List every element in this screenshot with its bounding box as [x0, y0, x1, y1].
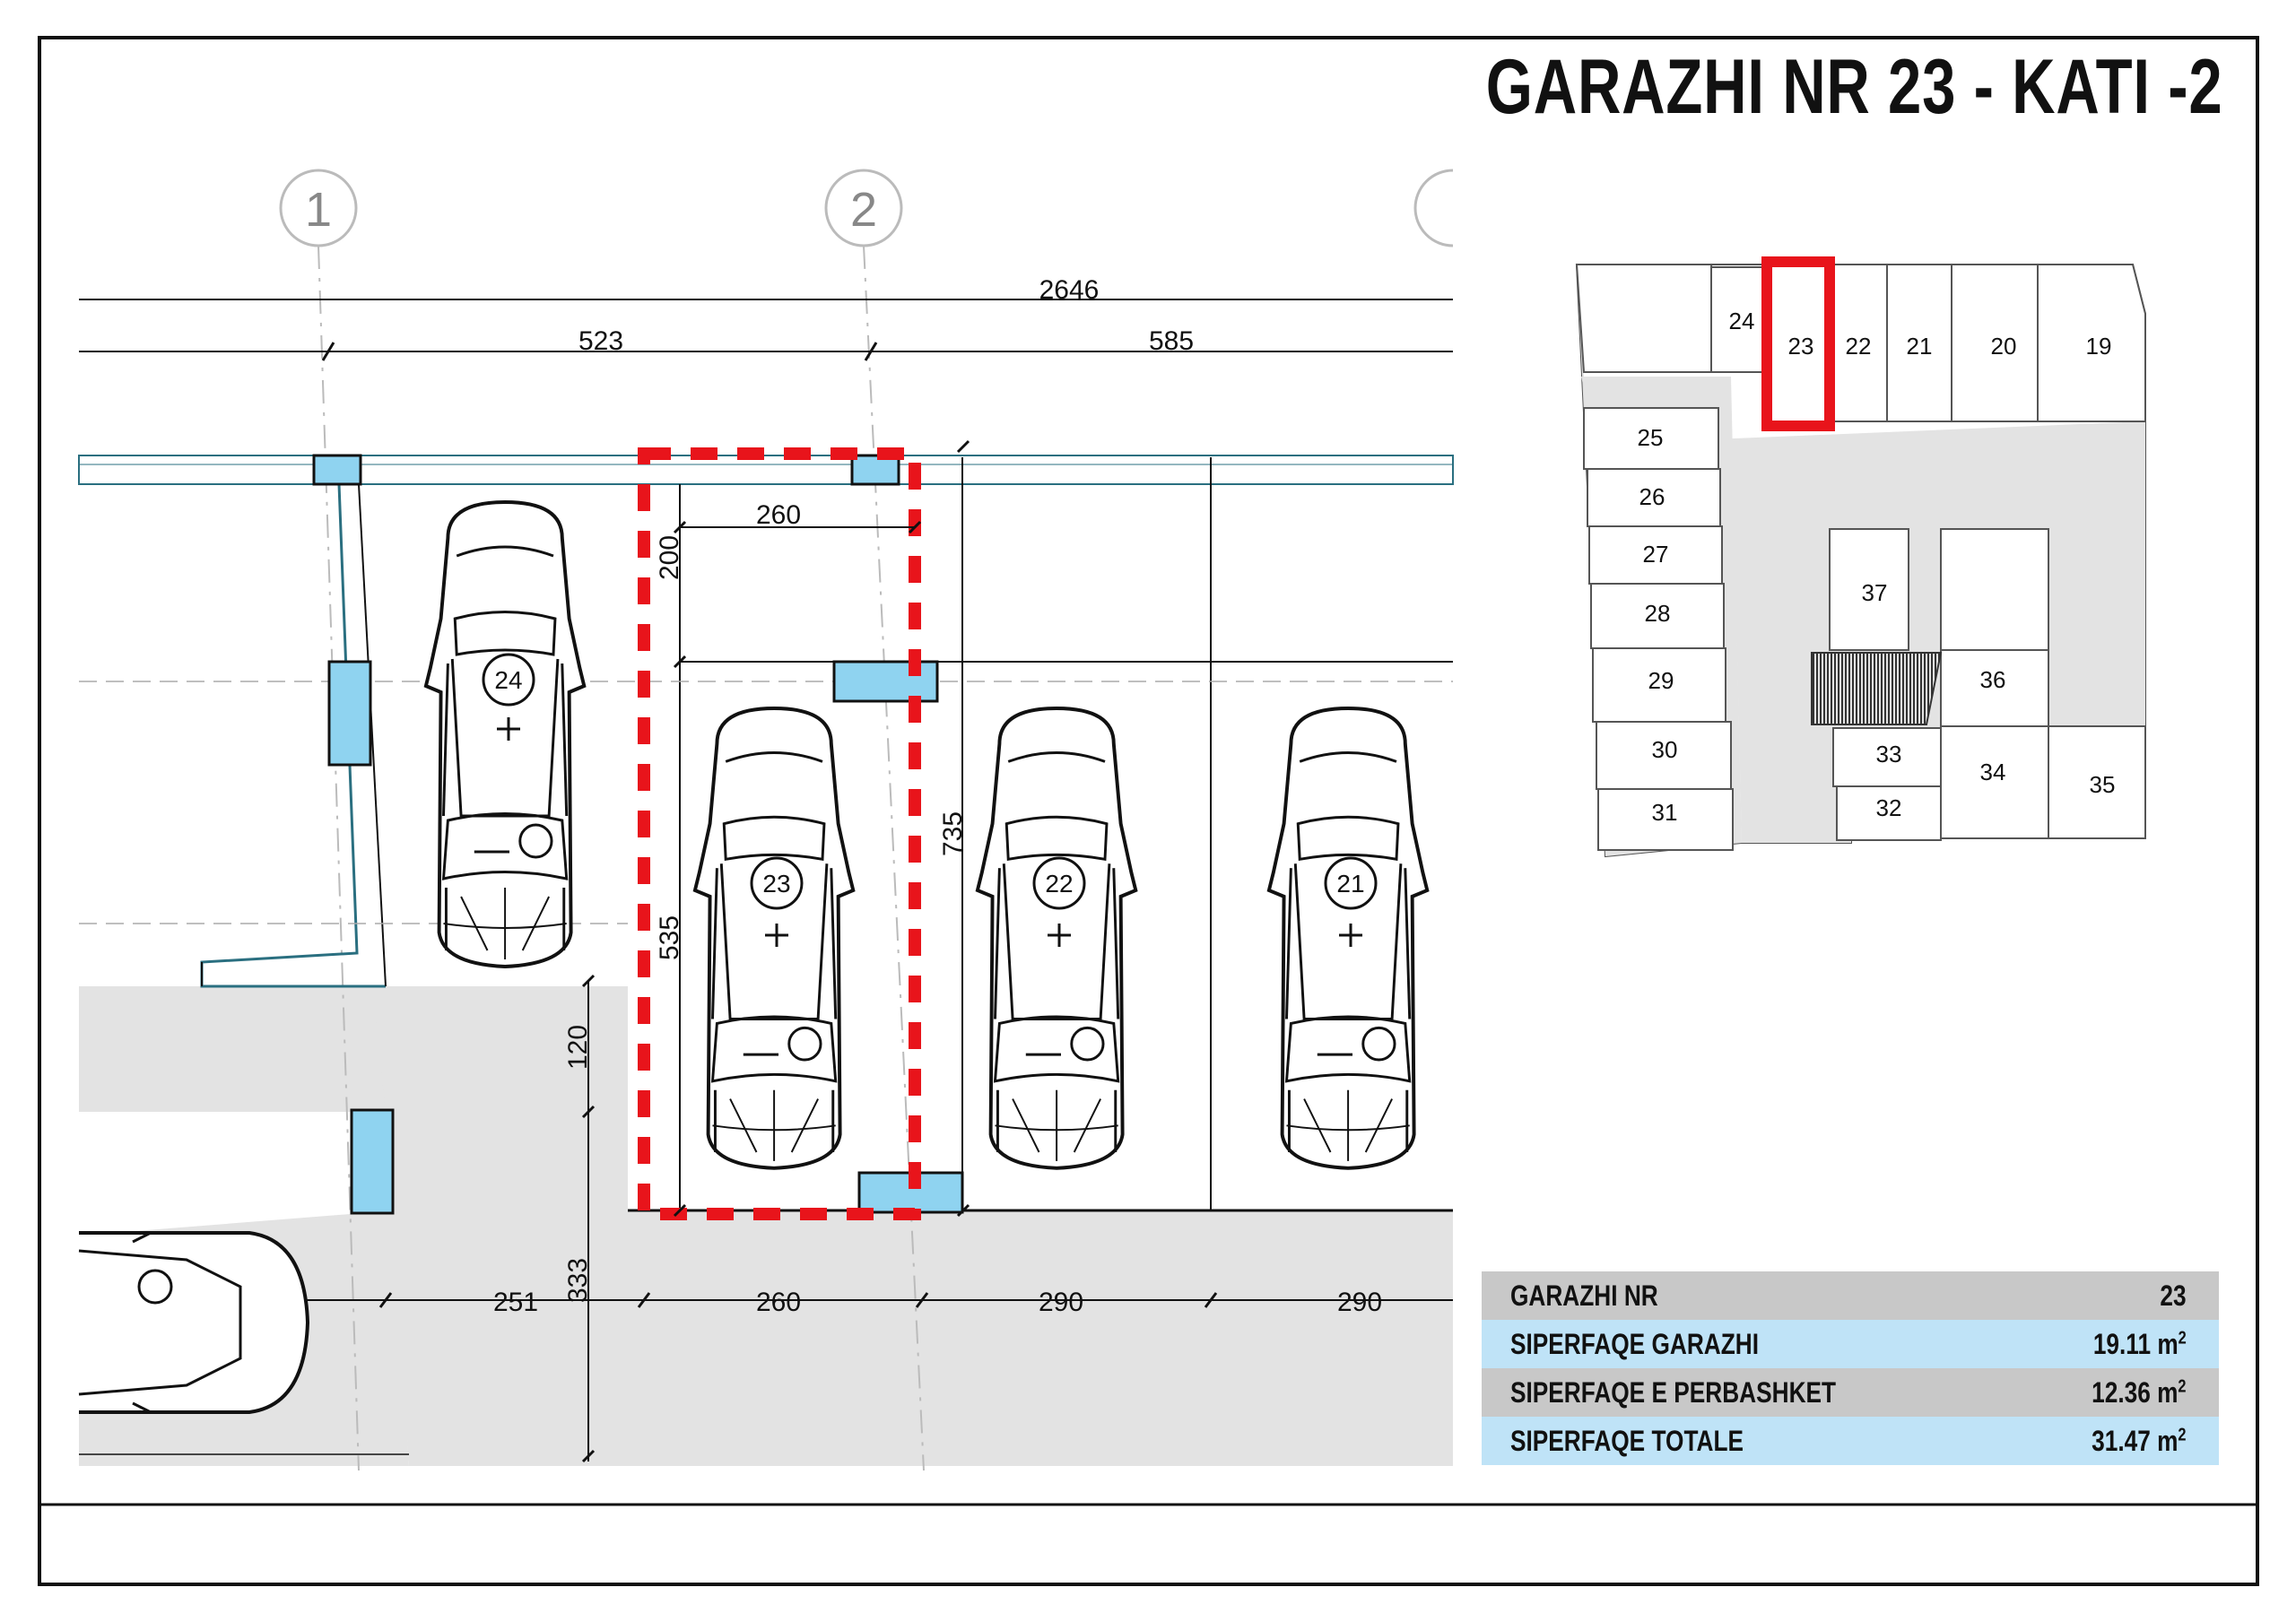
- info-label: SIPERFAQE E PERBASHKET: [1510, 1375, 1837, 1409]
- dim-aisle-120: 120: [563, 1024, 593, 1071]
- car-label-22: 22: [1045, 870, 1074, 898]
- car-label-21: 21: [1336, 870, 1365, 898]
- info-row-garage-nr: [1482, 1271, 2219, 1320]
- car-partial: [79, 1233, 308, 1412]
- dim-depth-slot: 535: [655, 915, 684, 961]
- grid-axis-1-label: 1: [304, 183, 333, 237]
- key-29: 29: [1648, 667, 1674, 694]
- dim-depth-upper: 200: [655, 534, 684, 581]
- key-23: 23: [1787, 333, 1814, 360]
- dim-depth-full: 735: [938, 811, 968, 857]
- dim-span-1: 523: [578, 326, 624, 356]
- key-34: 34: [1979, 759, 2006, 785]
- dim-aisle-333: 333: [563, 1257, 593, 1304]
- dim-bottom-4: 290: [1336, 1288, 1383, 1317]
- key-26: 26: [1639, 483, 1665, 510]
- key-22: 22: [1845, 333, 1872, 360]
- key-27: 27: [1642, 541, 1669, 568]
- car-22: [978, 708, 1135, 1168]
- key-31: 31: [1651, 799, 1678, 826]
- key-21: 21: [1906, 333, 1933, 360]
- car-label-24: 24: [494, 666, 523, 694]
- dim-bottom-2: 260: [755, 1288, 802, 1317]
- key-20: 20: [1990, 333, 2017, 360]
- dim-bottom-1: 251: [492, 1288, 539, 1317]
- info-row-garage-area: [1482, 1320, 2219, 1368]
- key-36: 36: [1979, 666, 2006, 693]
- key-25: 25: [1637, 424, 1664, 451]
- dim-span-2: 585: [1148, 326, 1195, 356]
- car-21: [1269, 708, 1427, 1168]
- info-label: SIPERFAQE TOTALE: [1510, 1424, 1744, 1457]
- info-row-common-area: [1482, 1368, 2219, 1417]
- car-label-23: 23: [762, 870, 791, 898]
- aisle-floor-left: [79, 986, 393, 1112]
- info-label: GARAZHI NR: [1510, 1279, 1658, 1312]
- car-23: [695, 708, 853, 1168]
- info-label: SIPERFAQE GARAZHI: [1510, 1327, 1760, 1360]
- grid-axis-2-label: 2: [849, 183, 878, 237]
- dim-bottom-3: 290: [1038, 1288, 1084, 1317]
- key-28: 28: [1644, 600, 1671, 627]
- wall-band: [79, 455, 1453, 484]
- key-33: 33: [1875, 741, 1902, 768]
- info-table: [1482, 1271, 2219, 1465]
- dim-overall: 2646: [1039, 275, 1100, 305]
- key-19: 19: [2085, 333, 2112, 360]
- key-30: 30: [1651, 736, 1678, 763]
- info-value: 12.36 $m^2$: [2092, 1375, 2187, 1409]
- key-37: 37: [1861, 579, 1888, 606]
- key-35: 35: [2089, 771, 2116, 798]
- page-title: GARAZHI NR 23 - KATI -2: [1485, 44, 2222, 130]
- key-32: 32: [1875, 794, 1902, 821]
- key-24: 24: [1728, 308, 1755, 334]
- grid-axis-3-partial: [1415, 170, 1453, 246]
- key-plan: [1577, 262, 2145, 856]
- info-value: 31.47 $m^2$: [2092, 1424, 2187, 1457]
- dim-slot-width: 260: [755, 500, 802, 530]
- car-24: [426, 502, 584, 967]
- info-value: 19.11 $m^2$: [2093, 1327, 2187, 1360]
- info-row-total-area: [1482, 1417, 2219, 1465]
- info-value: 23: [2160, 1279, 2187, 1312]
